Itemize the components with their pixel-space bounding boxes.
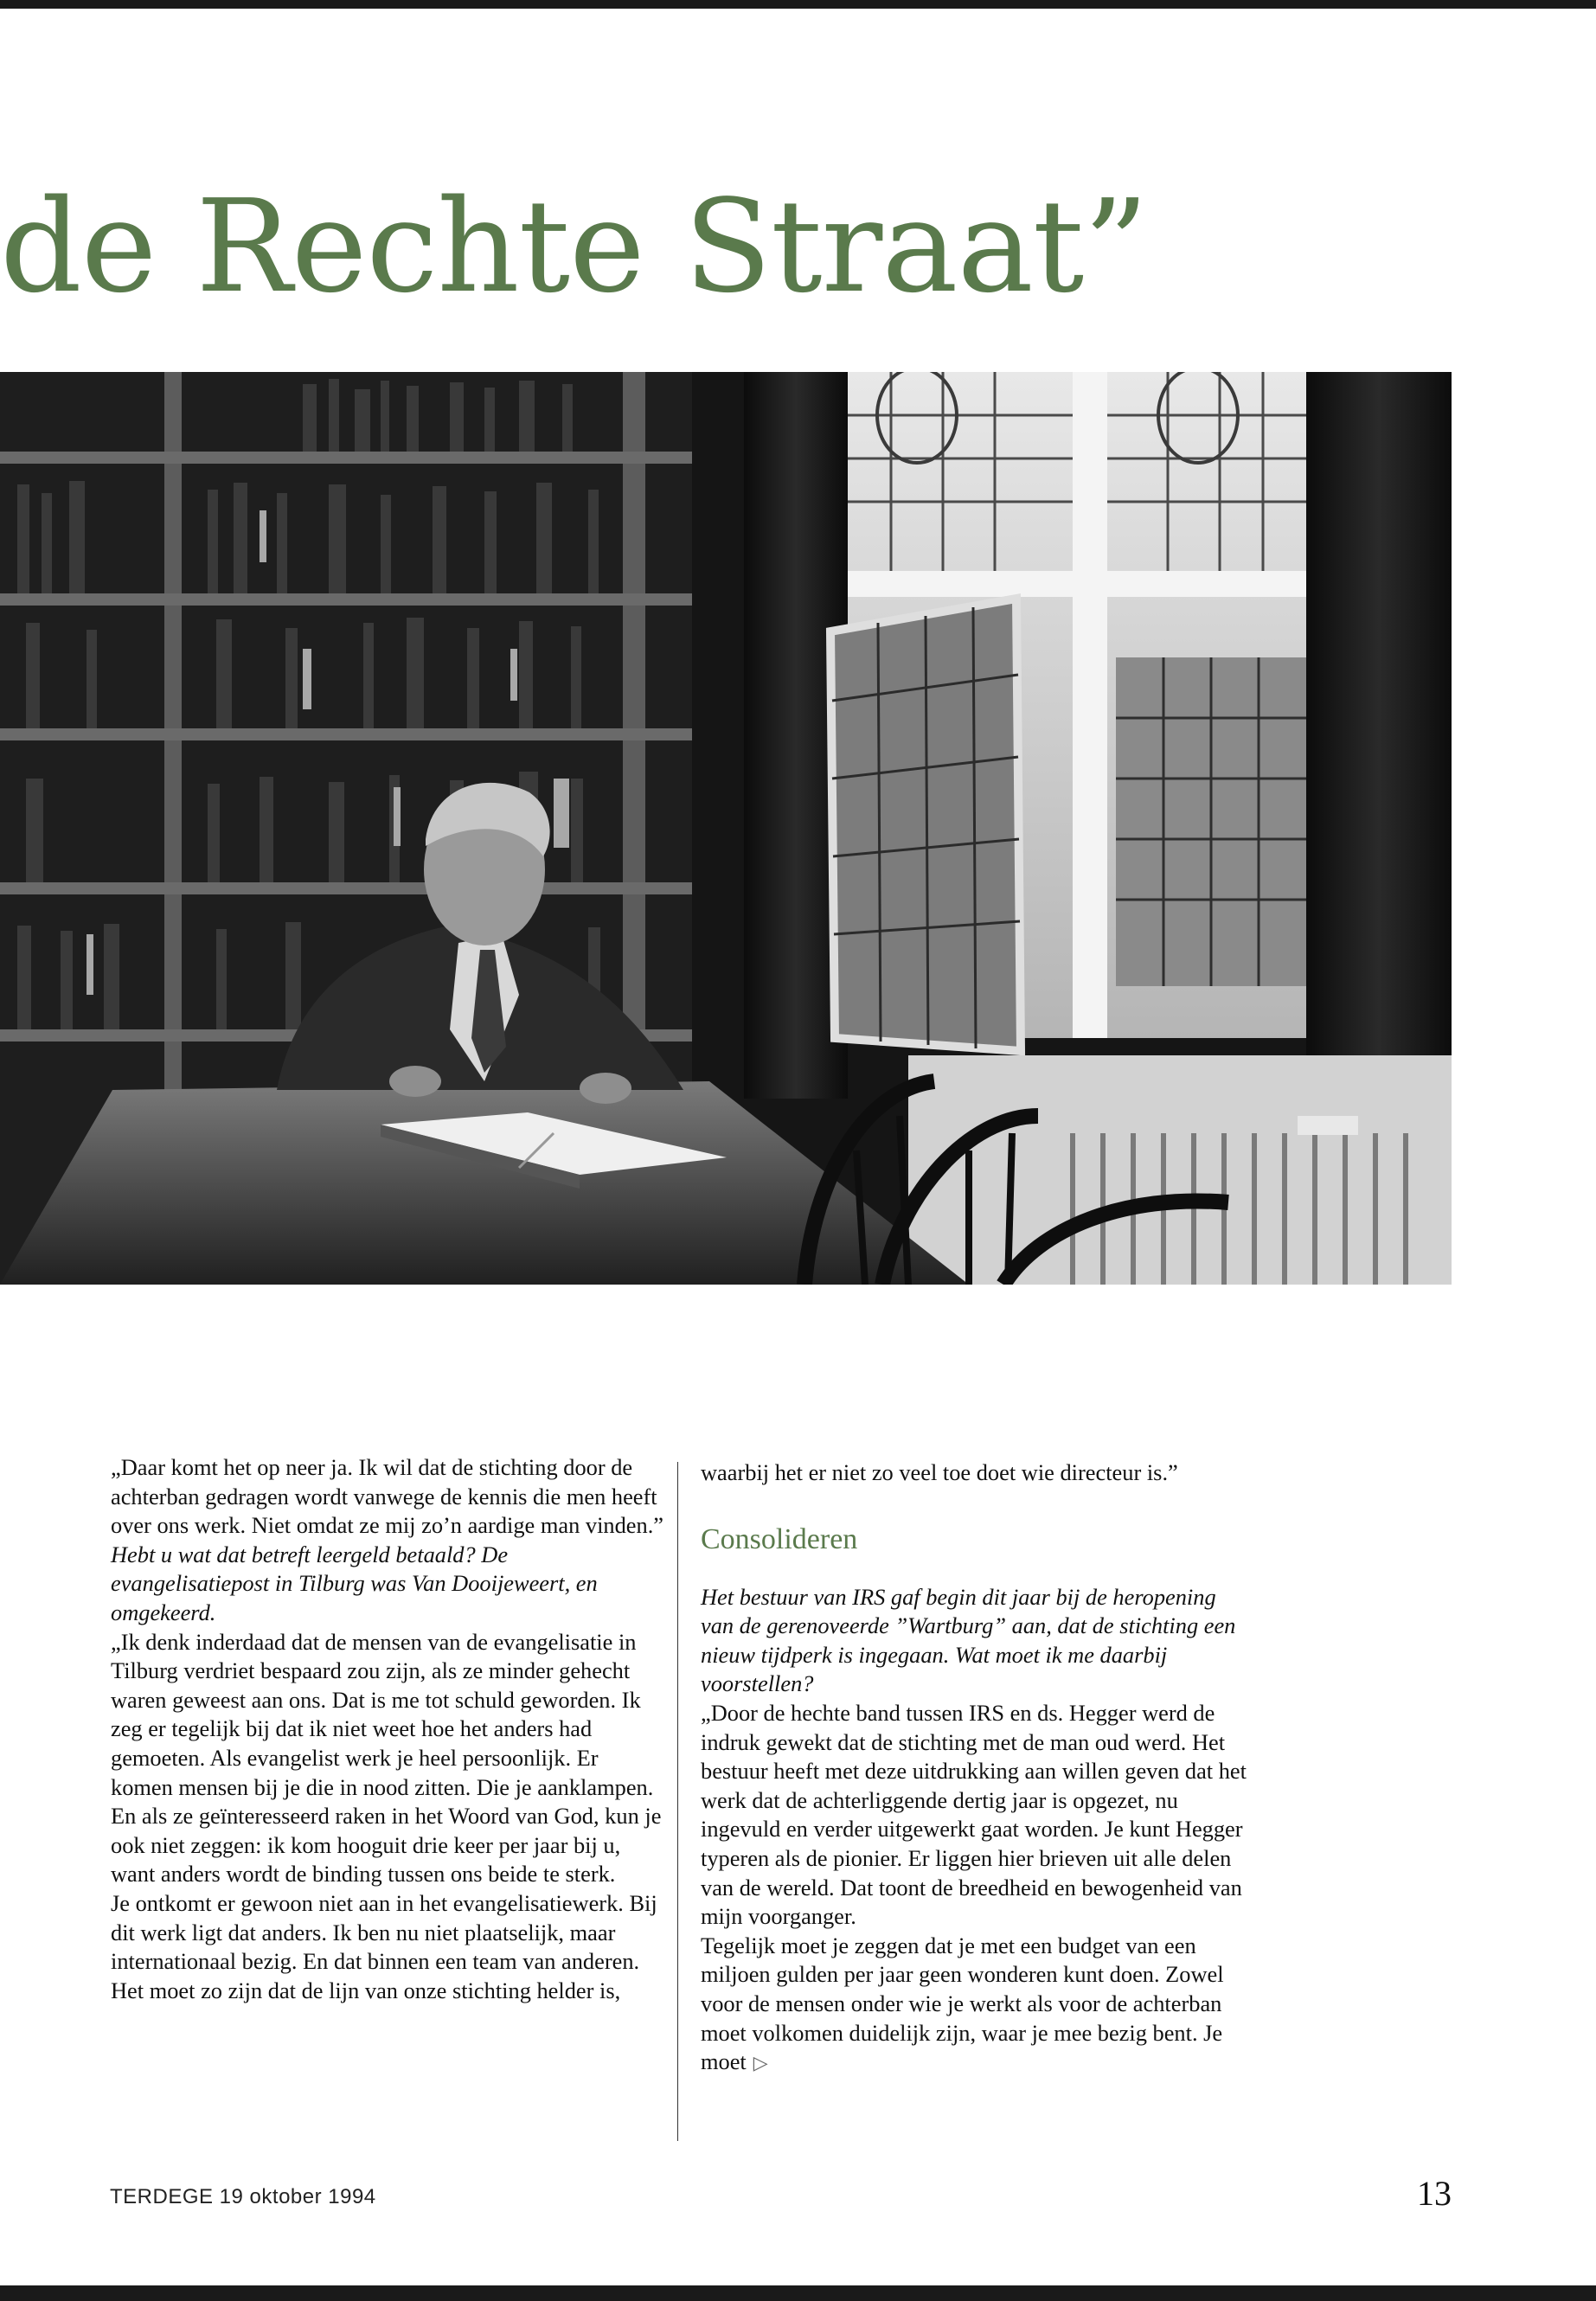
article-column-right	[701, 1458, 1254, 2078]
section-subheading: Consolideren	[701, 1522, 858, 1555]
article-column-left	[111, 1453, 664, 2005]
interview-question: Het bestuur van IRS gaf begin dit jaar bij de heropening van de gerenoveerde ”Wartburg” aan, dat de stichting een nieuw tijdperk is ingegaan. Wat moet ik me daarbij voorstellen?	[701, 1583, 1236, 1697]
paragraph: „Ik denk inderdaad dat de mensen van de evangelisatie in Tilburg verdriet bespaard zou zijn, als ze minder gehecht waren geweest aan ons. Dat is me tot schuld geworden. Ik zeg er tegelijk bij dat ik niet weet hoe het anders had gemoeten. Als evangelist werk je heel persoonlijk. Er komen mensen bij je die in nood zitten. Die je aanklampen. En als ze geïnteresseerd raken in het Woord van God, kun je ook niet zeggen: ik kom hooguit drie keer per jaar bij u, want anders wordt de binding tussen ons beide te sterk.	[111, 1628, 662, 1888]
paragraph: „Door de hechte band tussen IRS en ds. Hegger werd de indruk gewekt dat de stichting met de man oud werd. Het bestuur heeft met deze uitdrukking aan willen geven dat het werk dat de achterliggende dertig jaar is opgezet, nu ingevuld en verder uitgewerkt gaat worden. Je kunt Hegger typeren als de pionier. Er liggen hier brieven uit alle delen van de wereld. Dat toont de breedheid en bewogenheid van mijn voorganger.	[701, 1699, 1247, 1930]
publication-line: TERDEGE 19 oktober 1994	[110, 2185, 376, 2208]
paragraph-text: Tegelijk moet je zeggen dat je met een budget van een miljoen gulden per jaar geen wonderen kunt doen. Zowel voor de mensen onder wie je werkt als voor de achterban moet volkomen duidelijk zijn, waar je mee bezig bent. Je moet	[701, 1932, 1224, 2075]
article-photo	[0, 372, 1452, 1285]
photo-man-reading-in-library-icon	[0, 372, 1452, 1285]
interview-question: Hebt u wat dat betreft leergeld betaald? De evangelisatiepost in Tilburg was Van Dooijeweert, en omgekeerd.	[111, 1541, 598, 1625]
continue-arrow-icon: ▷	[753, 2052, 768, 2074]
paragraph	[701, 1932, 1254, 2078]
paragraph: Je ontkomt er gewoon niet aan in het evangelisatiewerk. Bij dit werk ligt dat anders. Ik ben nu niet plaatselijk, maar internationaal bezig. En dat binnen een team van anderen. Het moet zo zijn dat de lijn van onze stichting helder is,	[111, 1889, 657, 2003]
paragraph: waarbij het er niet zo veel toe doet wie directeur is.”	[701, 1459, 1178, 1485]
column-divider	[677, 1462, 678, 2141]
headline: de Rechte Straat”	[0, 172, 1148, 321]
paragraph: „Daar komt het op neer ja. Ik wil dat de stichting door de achterban gedragen wordt vanwege de kennis die men heeft over ons werk. Niet omdat ze mij zo’n aardige man vinden.”	[111, 1454, 664, 1539]
page-number: 13	[1417, 2174, 1452, 2213]
bottom-frame-edge	[0, 2285, 1596, 2301]
top-frame-edge	[0, 0, 1596, 9]
